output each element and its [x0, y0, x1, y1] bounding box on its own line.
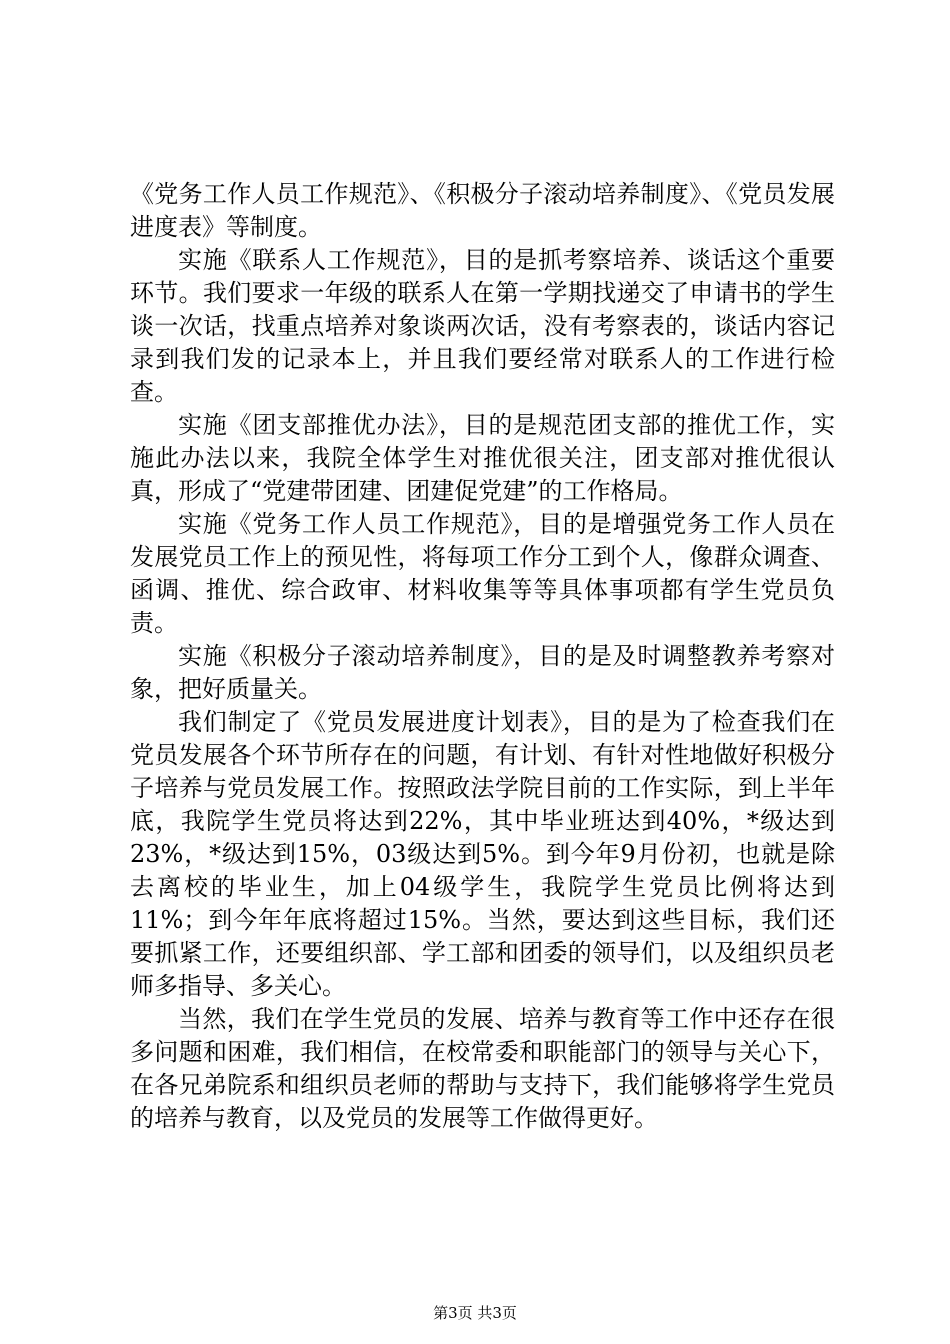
paragraph-contact-norms: 实施《联系人工作规范》，目的是抓考察培养、谈话这个重要环节。我们要求一年级的联系人在第一学期找递交了申请书的学生谈一次话，找重点培养对象谈两次话，没有考察表的，谈话内容记录到我们发的记录本上，并且我们要经常对联系人的工作进行检查。 — [130, 246, 835, 406]
page-number-label: 第3页 共3页 — [433, 1304, 517, 1322]
paragraph-party-staff-norms: 实施《党务工作人员工作规范》，目的是增强党务工作人员在发展党员工作上的预见性，将每项工作分工到个人，像群众调查、函调、推优、综合政审、材料收集等等具体事项都有学生党员负责。 — [130, 510, 835, 637]
paragraph-conclusion: 当然，我们在学生党员的发展、培养与教育等工作中还存在很多问题和困难，我们相信，在校常委和职能部门的领导与关心下，在各兄弟院系和组织员老师的帮助与支持下，我们能够将学生党员的培养与教育，以及党员的发展等工作做得更好。 — [130, 1005, 835, 1132]
page-footer — [0, 1303, 950, 1323]
paragraph-continuation: 《党务工作人员工作规范》、《积极分子滚动培养制度》、《党员发展进度表》等制度。 — [130, 180, 835, 241]
document-body — [130, 178, 835, 1135]
paragraph-activist-training: 实施《积极分子滚动培养制度》，目的是及时调整教养考察对象，把好质量关。 — [130, 642, 835, 703]
paragraph-progress-plan: 我们制定了《党员发展进度计划表》，目的是为了检查我们在党员发展各个环节所存在的问题，有计划、有针对性地做好积极分子培养与党员发展工作。按照政法学院目前的工作实际，到上半年底，我院学生党员将达到22%，其中毕业班达到40%，*级达到23%，*级达到15%，03级达到5%。到今年9月份初，也就是除去离校的毕业生，加上04级学生，我院学生党员比例将达到11%；到今年年底将超过15%。当然，要达到这些目标，我们还要抓紧工作，还要组织部、学工部和团委的领导们，以及组织员老师多指导、多关心。 — [130, 708, 835, 1000]
paragraph-league-recommendation: 实施《团支部推优办法》，目的是规范团支部的推优工作，实施此办法以来，我院全体学生对推优很关注，团支部对推优很认真，形成了“党建带团建、团建促党建”的工作格局。 — [130, 411, 835, 505]
